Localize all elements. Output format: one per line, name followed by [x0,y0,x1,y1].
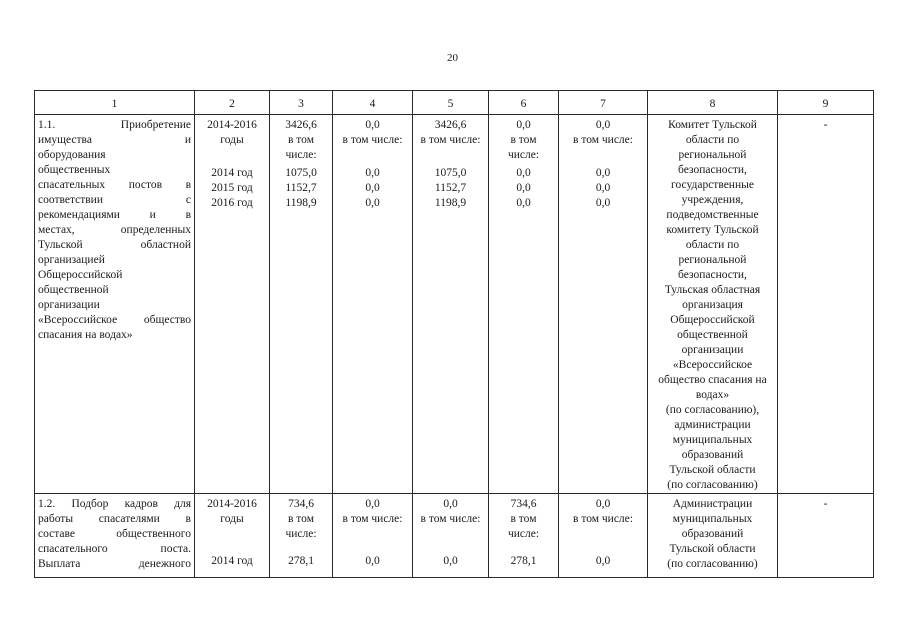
text-line: 0,0 [595,197,611,209]
text-line: Тульской областной [38,239,191,251]
text-line: 0,0 [443,498,458,510]
text-line: образований [681,449,744,461]
text-line: 278,1 [288,555,314,567]
text-line: Комитет Тульской [668,119,757,131]
text-line: 1198,9 [434,197,467,209]
text-line: комитету Тульской [666,224,759,236]
col6-cell [489,494,559,578]
col7-cell [559,494,648,578]
measure-name-cell [35,115,195,494]
text-line: в том числе: [342,513,403,525]
col5-cell [413,494,489,578]
text-line: 0,0 [365,197,380,209]
text-line: 1152,7 [285,182,317,194]
text-line: числе: [285,528,317,540]
header-cell: 1 [35,91,195,115]
text-line: муниципальных [672,434,753,446]
text-line: (по согласованию) [667,479,758,491]
text-line: в том числе: [573,134,633,146]
text-line: 0,0 [595,167,611,179]
text-line: 2016 год [211,197,253,209]
text-line: 1.1. Приобретение [38,119,191,131]
header-cell: 4 [333,91,413,115]
text-line: 0,0 [443,555,458,567]
text-line: общественных [38,164,111,176]
text-line: в том [510,513,537,525]
text-line: общественной [38,284,109,296]
text-line: соответствии с [38,194,191,206]
page-number: 20 [447,52,458,64]
text-line: спасательных постов в [38,179,191,191]
text-line: в том [288,513,314,525]
measure-name-cell [35,494,195,578]
total-cell [270,494,333,578]
header-cell: 7 [559,91,648,115]
text-line: 0,0 [365,167,380,179]
text-line: 1152,7 [434,182,467,194]
text-line: Выплата денежного [38,558,191,570]
text-line: образований [681,528,744,540]
total-cell [270,115,333,494]
text-line: 278,1 [510,555,537,567]
text-line: 2014 год [211,167,253,179]
text-line: 0,0 [595,119,611,131]
program-table [34,90,874,578]
text-line: 734,6 [510,498,537,510]
text-line: общественной [677,329,748,341]
text-line: администрации [674,419,751,431]
text-line: в том [510,134,537,146]
text-line: государственные [671,179,754,191]
note-cell: - [778,115,874,494]
text-line: имущества и [38,134,191,146]
text-line: 0,0 [516,119,531,131]
text-line: «Всероссийское [672,359,753,371]
text-line: (по согласованию), [665,404,760,416]
text-line: региональной [678,254,747,266]
col6-cell [489,115,559,494]
text-line: оборудования [38,149,106,161]
text-line: 1198,9 [285,197,317,209]
text-line: 2015 год [211,182,253,194]
text-line: «Всероссийское общество [38,314,191,326]
text-line: работы спасателями в [38,513,191,525]
text-line: 0,0 [595,182,611,194]
text-line: 734,6 [288,498,314,510]
text-line: в том [288,134,314,146]
text-line: 0,0 [595,555,611,567]
text-line: 1075,0 [285,167,317,179]
header-cell: 8 [648,91,778,115]
text-line: области по [685,134,740,146]
header-cell: 9 [778,91,874,115]
text-line: организация [682,299,743,311]
text-line: водах» [695,389,730,401]
text-line: Тульской области [669,464,756,476]
text-line: в том числе: [420,134,481,146]
text-line: местах, определенных [38,224,191,236]
text-line: Тульской области [669,543,756,555]
col4-cell [333,494,413,578]
text-line: региональной [678,149,747,161]
text-line: 0,0 [516,197,531,209]
text-line: организации [38,299,100,311]
header-cell: 2 [195,91,270,115]
text-line: безопасности, [678,164,747,176]
text-line: Общероссийской [670,314,755,326]
text-line: области по [685,239,740,251]
text-line: в том числе: [573,513,633,525]
header-cell: 6 [489,91,559,115]
text-line: безопасности, [678,269,747,281]
text-line: 0,0 [365,555,380,567]
text-line: общество спасания на [658,374,767,386]
text-line: Администрации [672,498,753,510]
col7-cell [559,115,648,494]
text-line: числе: [507,149,540,161]
table-row [35,494,874,578]
note-cell: - [778,494,874,578]
text-line: 3426,6 [434,119,467,131]
text-line: составе общественного [38,528,191,540]
text-line: 0,0 [516,182,531,194]
period-cell [195,115,270,494]
period-cell [195,494,270,578]
text-line: 0,0 [595,498,611,510]
text-line: годы [220,513,244,525]
text-line: 0,0 [365,498,380,510]
header-cell: 3 [270,91,333,115]
text-line: Тульская областная [664,284,761,296]
text-line: числе: [285,149,317,161]
text-line: Общероссийской [38,269,123,281]
text-line: организации [681,344,744,356]
text-line: 1075,0 [434,167,467,179]
text-line: подведомственные [666,209,759,221]
header-row [35,91,874,115]
text-line: спасательного поста. [38,543,191,555]
text-line: числе: [507,528,540,540]
text-line: в том числе: [420,513,481,525]
header-cell: 5 [413,91,489,115]
text-line: 3426,6 [285,119,317,131]
text-line: 2014-2016 [207,119,257,131]
col4-cell [333,115,413,494]
responsible-cell [648,115,778,494]
text-line: 0,0 [365,182,380,194]
text-line: (по согласованию) [667,558,758,570]
responsible-cell [648,494,778,578]
text-line: рекомендациями и в [38,209,191,221]
text-line: 2014 год [211,555,253,567]
text-line: учреждения, [681,194,744,206]
table-row [35,115,874,494]
text-line: 0,0 [365,119,380,131]
text-line: 2014-2016 [207,498,257,510]
text-line: 0,0 [516,167,531,179]
text-line: организацией [38,254,105,266]
text-line: в том числе: [342,134,403,146]
text-line: спасания на водах» [38,329,133,341]
text-line: годы [220,134,244,146]
text-line: 1.2. Подбор кадров для [38,498,191,510]
text-line: муниципальных [672,513,753,525]
col5-cell [413,115,489,494]
